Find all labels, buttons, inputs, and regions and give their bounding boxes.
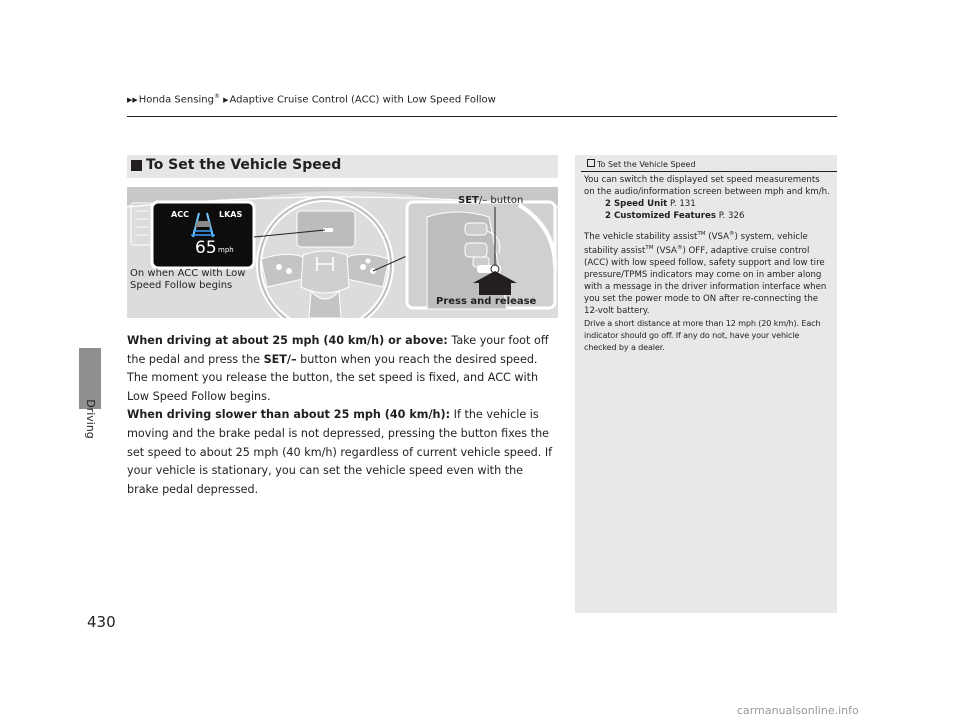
- note-paragraph-indicators: The vehicle stability assist™ (VSA®) system, vehicle stability assist™ (VSA®) OFF, adaptive cruise control (ACC) with low speed follow, safety support and low tire pressure/TPMS indicators may come on in amber along with a message in the driver information interface when you set the power mode to ON after re-connecting the 12-volt battery.: [584, 230, 827, 316]
- page-number: 430: [87, 613, 116, 631]
- note-divider: [581, 171, 837, 172]
- reference-arrow-icon: 2: [605, 210, 611, 221]
- display-acc-label: ACC: [171, 210, 189, 219]
- breadcrumb-arrow-icon: ▶▶: [127, 96, 138, 105]
- note-paragraph-drive: Drive a short distance at more than 12 mph (20 km/h). Each indicator should go off. If any do not, have your vehicle checked by a dealer.: [584, 317, 821, 352]
- paragraph-below-25mph: When driving slower than about 25 mph (40 km/h): If the vehicle is moving and the brake pedal is not depressed, pressing the button fixes the set speed to about 25 mph (40 km/h) regardless of current vehicle speed. If your vehicle is stationary, you can set the vehicle speed even with the brake pedal depressed.: [127, 408, 553, 496]
- reference-arrow-icon: 2: [605, 198, 611, 209]
- breadcrumb-arrow-icon: ▶: [223, 96, 229, 105]
- paragraph-above-25mph: When driving at about 25 mph (40 km/h) or above: Take your foot off the pedal and press the SET/– button when you reach the desired speed. The moment you release the button, the set speed is fixed, and ACC with Low Speed Follow begins.: [127, 334, 549, 403]
- note-paragraph-units: You can switch the displayed set speed measurements on the audio/information screen between mph and km/h.: [584, 175, 830, 197]
- display-speed-value: 65: [195, 238, 217, 258]
- header-divider: [127, 116, 837, 117]
- reference-speed-unit[interactable]: 2 Speed Unit P. 131: [605, 198, 696, 209]
- note-title: To Set the Vehicle Speed: [587, 159, 696, 169]
- breadcrumb-item-acc: Adaptive Cruise Control (ACC) with Low Speed Follow: [229, 94, 496, 106]
- note-icon: [587, 159, 595, 167]
- section-title: To Set the Vehicle Speed: [146, 157, 342, 173]
- callout-set-button: SET/– button: [458, 195, 524, 206]
- chapter-label: Driving: [84, 399, 97, 439]
- display-lkas-label: LKAS: [219, 210, 243, 219]
- section-square-icon: [131, 160, 142, 171]
- body-text: [127, 332, 557, 499]
- reference-customized-features[interactable]: 2 Customized Features P. 326: [605, 210, 745, 221]
- display-speed-unit: mph: [218, 246, 234, 254]
- callout-press-release: Press and release: [436, 296, 537, 307]
- breadcrumb: [127, 93, 496, 105]
- note-text: [584, 175, 832, 353]
- callout-acc-on: On when ACC with Low Speed Follow begins: [130, 268, 246, 291]
- watermark: carmanualsonline.info: [737, 704, 859, 717]
- breadcrumb-item-honda-sensing: Honda Sensing: [138, 94, 214, 106]
- section-header: [127, 155, 558, 178]
- registered-mark: ®: [213, 93, 220, 100]
